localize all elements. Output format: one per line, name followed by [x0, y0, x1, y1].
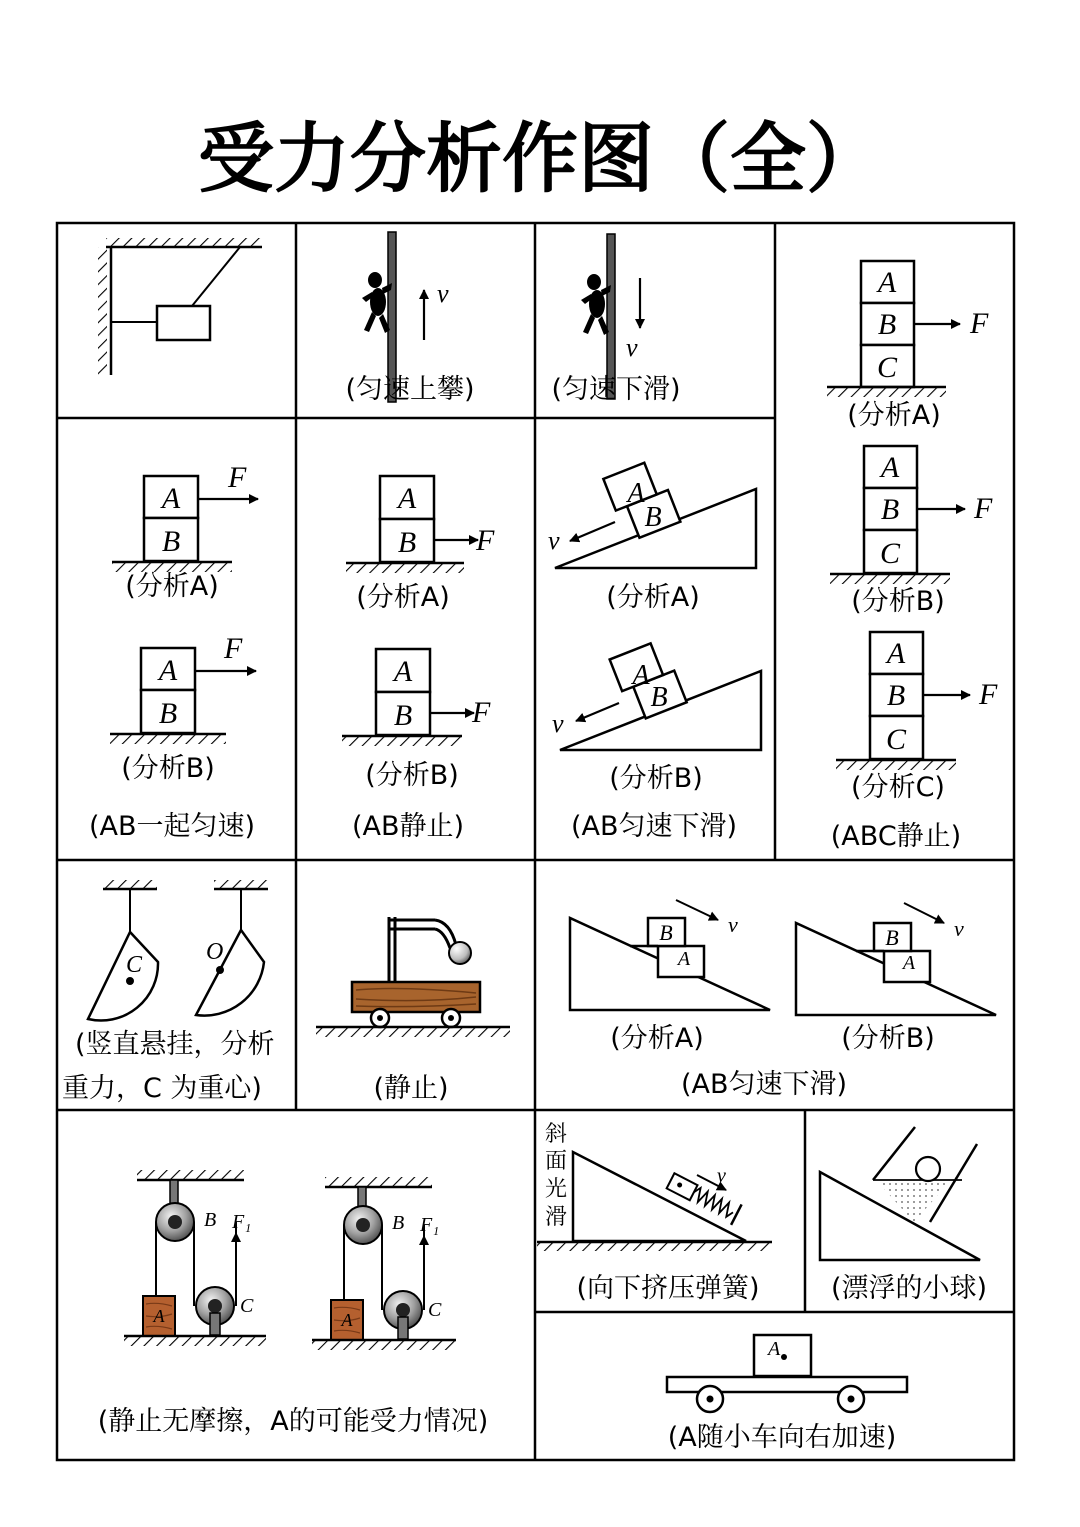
incline-analyze-a — [548, 458, 756, 613]
block-b-label: B — [650, 682, 668, 713]
wedge-analyze-a — [570, 900, 770, 1054]
velocity-label: v — [728, 912, 738, 937]
caption-ab1-note: (AB一起匀速) — [88, 811, 256, 842]
force-label: F — [472, 696, 491, 729]
block-a-label: A — [397, 482, 417, 515]
block-b-label: B — [397, 526, 417, 559]
pulley-b-label: B — [204, 1209, 217, 1231]
caption-abc-b: (分析B) — [851, 586, 945, 617]
page-title: 受力分析作图（全） — [198, 114, 882, 203]
block-b-label: B — [880, 493, 900, 526]
cell-ab-incline — [548, 458, 761, 842]
center-o-label: O — [206, 939, 224, 965]
pulley-c-label: C — [428, 1299, 442, 1321]
block-a-label: A — [341, 1310, 353, 1330]
block-c-label: C — [876, 351, 898, 384]
caption-cart-accel: (A随小车向右加速) — [667, 1422, 897, 1453]
hanging-box — [157, 306, 210, 340]
velocity-label: v — [717, 1165, 726, 1187]
force-label: F — [970, 307, 989, 340]
force-label: F — [224, 632, 243, 665]
block-a-label: A — [877, 266, 897, 299]
caption-slide-down: (匀速下滑) — [551, 374, 681, 405]
caption-climb-up: (匀速上攀) — [345, 374, 475, 405]
caption-cart-static: (静止) — [373, 1073, 449, 1104]
cell-abc-stack — [827, 261, 998, 852]
caption-wedge-a: (分析A) — [610, 1023, 704, 1054]
cell-cart-accelerate — [667, 1335, 907, 1453]
cell-cart-static — [316, 917, 510, 1104]
note-char: 滑 — [545, 1205, 568, 1230]
caption-spring: (向下挤压弹簧) — [576, 1273, 760, 1304]
block-b-label: B — [161, 525, 181, 558]
caption-abc-a: (分析A) — [847, 400, 941, 431]
caption-hang-line1: (竖直悬挂，分析 — [75, 1029, 275, 1060]
force-label: F — [228, 461, 247, 494]
cart-body — [352, 982, 480, 1012]
wedge-analyze-b — [796, 903, 996, 1054]
block-a-label: A — [153, 1306, 165, 1326]
caption-abc-c: (分析C) — [851, 772, 945, 803]
block-a-label: A — [158, 654, 178, 687]
ab-static-analyze-a — [346, 476, 495, 613]
caption-ab3-note: (AB匀速下滑) — [570, 811, 738, 842]
force-label: F — [476, 524, 495, 557]
caption-wedge-note: (AB匀速下滑) — [680, 1069, 848, 1100]
block-b-label: B — [886, 679, 906, 712]
note-char: 光 — [545, 1177, 568, 1202]
block-a-label: A — [393, 655, 413, 688]
pulley-system-2 — [312, 1177, 456, 1350]
block-b-label: B — [877, 308, 897, 341]
force-label: F — [979, 678, 998, 711]
cell-slide-down — [551, 234, 680, 405]
caption-pulley-note: (静止无摩擦，A的可能受力情况) — [97, 1406, 489, 1437]
force-f1-label: F₁ — [420, 1214, 440, 1236]
block-c-label: C — [885, 723, 907, 756]
cell-climb-up — [345, 232, 474, 405]
force-f1-label: F₁ — [232, 1211, 252, 1233]
caption-ab1-a: (分析A) — [125, 571, 219, 602]
caption-ab2-b: (分析B) — [365, 760, 459, 791]
pulley-system-1 — [124, 1170, 266, 1346]
cell-hanging-plates — [62, 880, 275, 1104]
caption-ab3-a: (分析A) — [606, 582, 700, 613]
block-a-label: A — [880, 451, 900, 484]
block-b-label: B — [659, 920, 673, 945]
cell-ab-static — [342, 476, 495, 842]
block-b-label: B — [885, 925, 899, 950]
ball-icon — [449, 942, 471, 964]
center-c-label: C — [126, 952, 143, 978]
caption-abc-static: (ABC静止) — [830, 821, 962, 852]
velocity-label: v — [548, 526, 560, 555]
caption-ab1-b: (分析B) — [121, 753, 215, 784]
cell-hanging-box — [98, 238, 262, 375]
ab-static-analyze-b — [342, 649, 491, 791]
note-char: 面 — [545, 1149, 568, 1174]
abc-stack-analyze-a — [827, 261, 989, 431]
block-b-label: B — [158, 697, 178, 730]
pulley-b-label: B — [392, 1212, 405, 1234]
block-a-label: A — [632, 660, 650, 691]
note-char: 斜 — [545, 1122, 568, 1147]
block-a-label: A — [768, 1338, 781, 1360]
cell-spring — [537, 1122, 772, 1304]
cell-wedges — [570, 900, 996, 1100]
ab-stack-analyze-a — [112, 461, 258, 602]
velocity-label: v — [552, 709, 564, 738]
cell-ab-uniform — [89, 461, 258, 842]
ball-icon — [916, 1157, 940, 1181]
block-a-label: A — [886, 637, 906, 670]
force-label: F — [974, 492, 993, 525]
abc-stack-analyze-c — [836, 632, 998, 803]
pulley-c-label: C — [240, 1295, 254, 1317]
block-c-label: C — [879, 537, 901, 570]
velocity-label: v — [626, 333, 638, 362]
abc-stack-analyze-b — [830, 446, 993, 617]
block-a-label: A — [627, 478, 645, 509]
velocity-label: v — [437, 279, 449, 308]
caption-ab2-note: (AB静止) — [351, 811, 465, 842]
block-a-label: A — [161, 482, 181, 515]
caption-ab2-a: (分析A) — [356, 582, 450, 613]
cell-floating-ball — [820, 1127, 987, 1304]
ab-stack-analyze-b — [110, 632, 256, 784]
caption-float: (漂浮的小球) — [830, 1273, 988, 1304]
caption-ab3-b: (分析B) — [609, 763, 703, 794]
caption-wedge-b: (分析B) — [841, 1023, 935, 1054]
block-b-label: B — [393, 699, 413, 732]
block-a-label: A — [902, 952, 916, 974]
velocity-label: v — [954, 916, 964, 941]
incline-analyze-b — [552, 639, 761, 794]
incline-smooth-note — [545, 1122, 567, 1230]
block-a-label: A — [677, 948, 691, 970]
caption-hang-line2: 重力，C 为重心) — [62, 1073, 262, 1104]
block-b-label: B — [644, 502, 662, 533]
cell-pulleys — [98, 1170, 489, 1437]
